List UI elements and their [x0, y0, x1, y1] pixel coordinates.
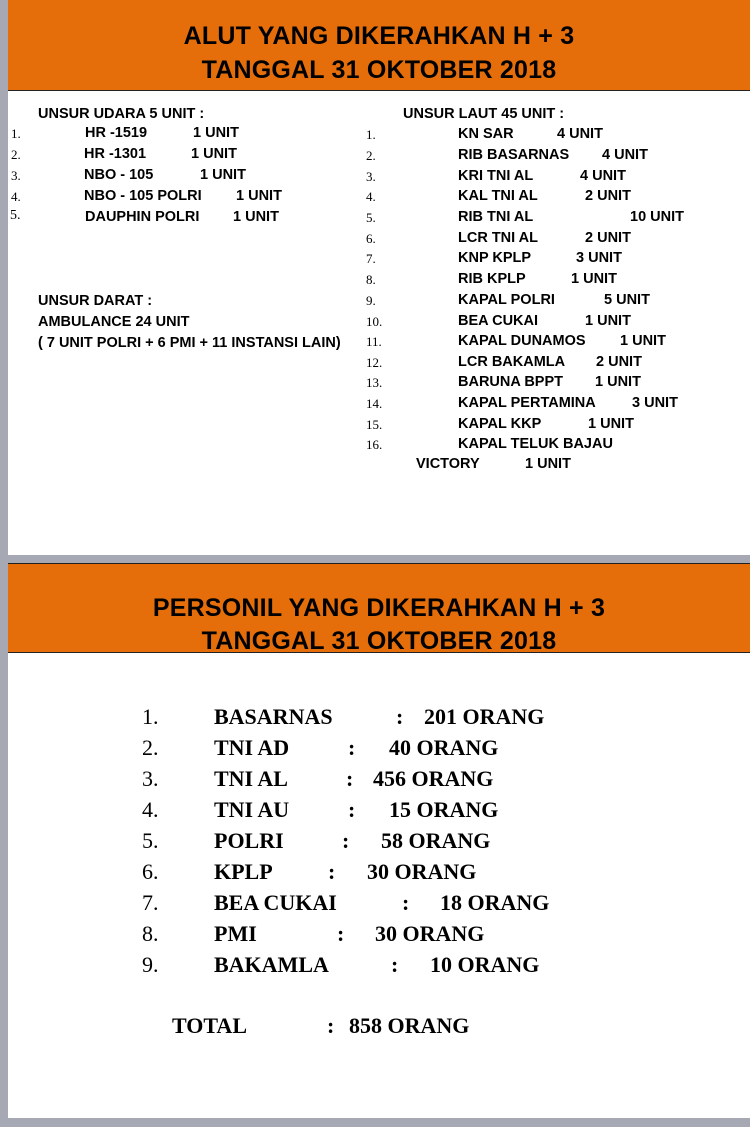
item-name: BASARNAS — [214, 704, 333, 729]
item-number: 2. — [366, 148, 376, 163]
item-number: 3. — [366, 169, 376, 184]
item-name: DAUPHIN POLRI — [85, 209, 200, 225]
item-number: 7. — [366, 251, 376, 266]
item-qty: 1 UNIT — [571, 271, 617, 287]
item-qty: 2 UNIT — [585, 188, 631, 204]
item-name: TNI AD — [214, 735, 290, 760]
item-value: 456 ORANG — [373, 766, 494, 791]
item-number: 8. — [142, 921, 159, 946]
item-number: 3. — [11, 168, 21, 183]
item-qty: 1 UNIT — [595, 374, 641, 390]
alut-header — [8, 0, 750, 91]
item-value: 30 ORANG — [375, 921, 485, 946]
item-number: 8. — [366, 272, 376, 287]
item-qty: 1 UNIT — [620, 333, 666, 349]
item-qty: 1 UNIT — [233, 209, 279, 225]
darat-heading: UNSUR DARAT : — [38, 293, 153, 309]
item-number: 9. — [366, 293, 376, 308]
darat-ambulance: AMBULANCE 24 UNIT — [38, 314, 190, 330]
alut-date: TANGGAL 31 OKTOBER 2018 — [201, 56, 557, 84]
item-name: KAPAL KKP — [458, 416, 542, 432]
item-qty: 1 UNIT — [588, 416, 634, 432]
item-qty: 1 UNIT — [193, 125, 239, 141]
total-label: TOTAL — [172, 1013, 247, 1038]
item-qty: 1 UNIT — [236, 188, 282, 204]
item-colon: : — [348, 797, 356, 822]
alut-title: ALUT YANG DIKERAHKAN H + 3 — [183, 22, 575, 50]
item-name: KAPAL POLRI — [458, 292, 555, 308]
item-qty: 2 UNIT — [585, 230, 631, 246]
item-name: RIB KPLP — [458, 271, 526, 287]
item-name: BAKAMLA — [214, 952, 329, 977]
udara-heading: UNSUR UDARA 5 UNIT : — [38, 106, 205, 122]
item-qty: 1 UNIT — [200, 167, 246, 183]
item-name: KAPAL PERTAMINA — [458, 395, 596, 411]
item-qty: 4 UNIT — [557, 126, 603, 142]
item-number: 2. — [142, 735, 159, 760]
total-value: 858 ORANG — [349, 1013, 470, 1038]
item-number: 7. — [142, 890, 159, 915]
item-colon: : — [391, 952, 399, 977]
item-value: 30 ORANG — [367, 859, 477, 884]
item-number: 4. — [366, 189, 376, 204]
item-name: KAL TNI AL — [458, 188, 538, 204]
personil-slide — [8, 563, 750, 1118]
item-number: 1. — [142, 704, 159, 729]
item-name: HR -1301 — [84, 146, 147, 162]
item-number: 11. — [366, 334, 382, 349]
item-name: KNP KPLP — [458, 250, 532, 266]
item-number: 5. — [366, 210, 376, 225]
item-name: KN SAR — [458, 126, 514, 142]
item-value: 40 ORANG — [389, 735, 499, 760]
item-number: 5. — [142, 828, 159, 853]
darat-breakdown: ( 7 UNIT POLRI + 6 PMI + 11 INSTANSI LAIN) — [38, 335, 341, 351]
item-number: 13. — [366, 375, 383, 390]
item-number: 4. — [11, 189, 21, 204]
item-name: TNI AU — [214, 797, 290, 822]
item-number: 1. — [11, 126, 21, 141]
item-colon: : — [346, 766, 354, 791]
item-value: 201 ORANG — [424, 704, 545, 729]
item-name: LCR BAKAMLA — [458, 354, 566, 370]
item-name: KRI TNI AL — [458, 168, 534, 184]
item-qty: 1 UNIT — [525, 456, 571, 472]
item-name: KAPAL DUNAMOS — [458, 333, 586, 349]
item-name: BEA CUKAI — [214, 890, 337, 915]
item-number: 15. — [366, 417, 383, 432]
item-qty: 10 UNIT — [630, 209, 684, 225]
item-number: 2. — [11, 147, 21, 162]
item-qty: 4 UNIT — [602, 147, 648, 163]
personil-title: PERSONIL YANG DIKERAHKAN H + 3 — [152, 594, 606, 622]
item-qty: 4 UNIT — [580, 168, 626, 184]
item-number: 12. — [366, 355, 383, 370]
item-name-continued: VICTORY — [416, 456, 480, 472]
item-value: 58 ORANG — [381, 828, 491, 853]
item-value: 18 ORANG — [440, 890, 550, 915]
item-number: 6. — [366, 231, 376, 246]
item-name: KAPAL TELUK BAJAU — [458, 436, 613, 452]
item-value: 10 ORANG — [430, 952, 540, 977]
item-name: NBO - 105 POLRI — [84, 188, 202, 204]
item-number: 16. — [366, 437, 383, 452]
item-number: 5. — [10, 208, 21, 223]
item-qty: 1 UNIT — [585, 313, 631, 329]
item-number: 9. — [142, 952, 159, 977]
item-name: NBO - 105 — [84, 167, 154, 183]
item-number: 6. — [142, 859, 159, 884]
item-colon: : — [328, 859, 336, 884]
item-colon: : — [348, 735, 356, 760]
item-name: TNI AL — [214, 766, 288, 791]
item-qty: 3 UNIT — [632, 395, 678, 411]
alut-slide — [8, 0, 750, 555]
item-qty: 5 UNIT — [604, 292, 650, 308]
item-number: 3. — [142, 766, 159, 791]
personil-date: TANGGAL 31 OKTOBER 2018 — [201, 627, 557, 655]
item-number: 10. — [366, 314, 383, 329]
item-colon: : — [342, 828, 350, 853]
item-qty: 1 UNIT — [191, 146, 237, 162]
item-name: BARUNA BPPT — [458, 374, 563, 390]
item-colon: : — [402, 890, 410, 915]
item-number: 14. — [366, 396, 383, 411]
item-name: RIB BASARNAS — [458, 147, 570, 163]
item-qty: 3 UNIT — [576, 250, 622, 266]
item-name: BEA CUKAI — [458, 313, 539, 329]
total-colon: : — [327, 1013, 335, 1038]
item-colon: : — [337, 921, 345, 946]
item-colon: : — [396, 704, 404, 729]
item-name: RIB TNI AL — [458, 209, 534, 225]
item-qty: 2 UNIT — [596, 354, 642, 370]
item-name: POLRI — [214, 828, 284, 853]
item-name: PMI — [214, 921, 257, 946]
item-name: LCR TNI AL — [458, 230, 539, 246]
item-name: HR -1519 — [85, 125, 148, 141]
item-number: 1. — [366, 127, 376, 142]
personil-header — [8, 563, 750, 653]
laut-heading: UNSUR LAUT 45 UNIT : — [403, 106, 565, 122]
item-number: 4. — [142, 797, 159, 822]
item-value: 15 ORANG — [389, 797, 499, 822]
item-name: KPLP — [214, 859, 273, 884]
